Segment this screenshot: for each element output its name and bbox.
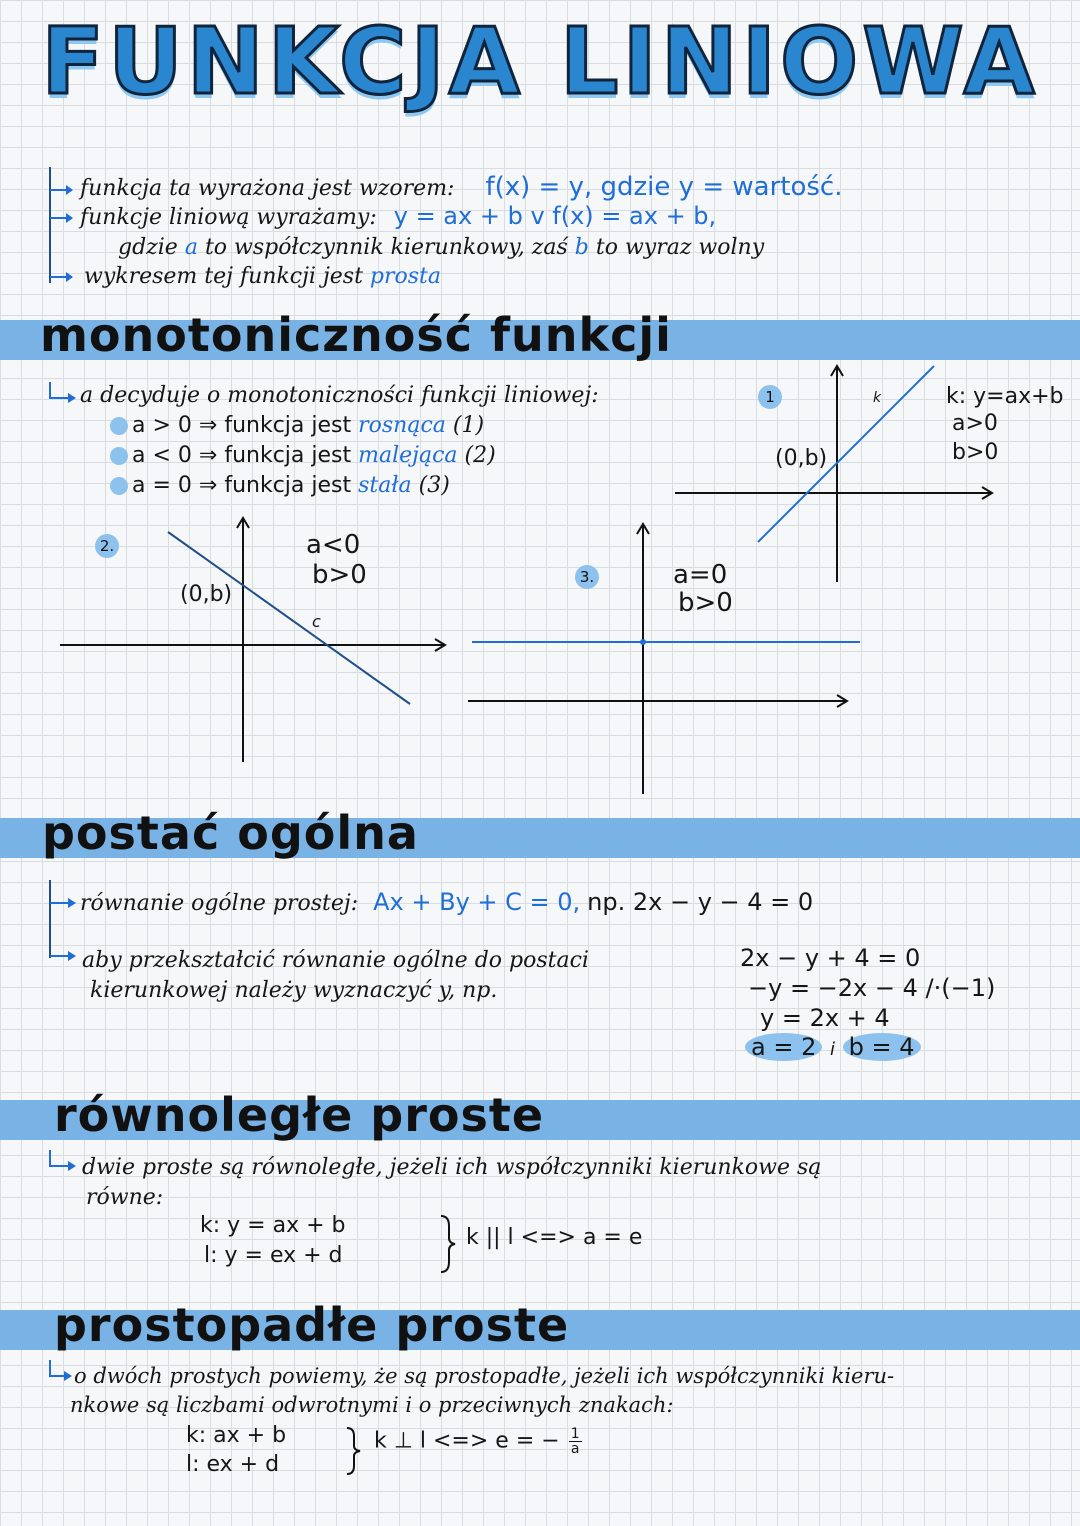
- graph-3-badge: 3.: [575, 565, 599, 589]
- intro-line-1: [80, 172, 842, 202]
- section-heading-perpendicular: prostopadłe proste: [54, 1298, 570, 1352]
- intro-line-3-post: to wyraz wolny: [595, 235, 765, 260]
- graph-1-point: (0,b): [775, 446, 828, 471]
- perpendicular-frac-num: 1: [570, 1426, 580, 1442]
- general-form-line-1-text: równanie ogólne prostej:: [80, 891, 359, 916]
- item-1-num: (1): [452, 413, 485, 438]
- graph-2-badge: 2.: [95, 534, 119, 558]
- intro-line-3-b: b: [574, 235, 589, 260]
- parallel-eq-2: l: y = ex + d: [204, 1243, 343, 1268]
- monotonicity-item-3: [110, 473, 450, 498]
- general-form-line-2a: aby przekształcić równanie ogólne do postaci: [82, 948, 589, 973]
- section-heading-parallel: równoległe proste: [54, 1088, 545, 1142]
- graph-2-cond-b: b>0: [312, 560, 367, 590]
- perpendicular-frac-den: a: [570, 1441, 580, 1457]
- intro-bracket: [44, 165, 84, 295]
- item-3-num: (3): [418, 473, 450, 498]
- intro-line-2: [80, 202, 716, 230]
- graph-1-cond-a: a>0: [952, 411, 998, 436]
- general-form-line-1-formula: Ax + By + C = 0,: [373, 888, 581, 916]
- perpendicular-eq-1: k: ax + b: [186, 1423, 287, 1448]
- graph-2: [55, 512, 455, 772]
- section-heading-general-form: postać ogólna: [42, 806, 419, 860]
- perpendicular-text-b: nkowe są liczbami odwrotnymi i o przeciwnych znakach:: [70, 1393, 674, 1417]
- intro-line-3-a: a: [184, 235, 198, 260]
- item-3-cond: a = 0 ⇒ funkcja jest: [132, 473, 352, 498]
- parallel-brace-icon: [438, 1214, 458, 1274]
- intro-line-2-formula: y = ax + b v f(x) = ax + b,: [393, 202, 717, 230]
- perpendicular-result: [374, 1427, 582, 1456]
- bullet-icon: [110, 417, 128, 435]
- perpendicular-brace-icon: [344, 1426, 364, 1476]
- general-form-line-1-example: np. 2x − y − 4 = 0: [587, 888, 814, 916]
- intro-line-4-word: prosta: [369, 264, 442, 289]
- item-3-word: stała: [358, 473, 412, 498]
- general-form-result-a: a = 2: [745, 1033, 822, 1061]
- general-form-step-2: −y = −2x − 4 /·(−1): [748, 974, 996, 1002]
- graph-2-line-label: c: [312, 612, 321, 631]
- intro-line-3-pre: gdzie: [118, 235, 178, 260]
- parallel-text-b: równe:: [86, 1185, 164, 1210]
- page-title: FUNKCJA LINIOWA: [41, 8, 1039, 115]
- parallel-result: k || l <=> a = e: [466, 1225, 643, 1250]
- graph-3: [460, 518, 880, 798]
- general-form-line-1: [80, 888, 813, 916]
- perpendicular-text-a: o dwóch prostych powiemy, że są prostopadłe, jeżeli ich współczynniki kieru-: [74, 1364, 895, 1388]
- intro-line-3-mid: to współczynnik kierunkowy, zaś: [204, 235, 568, 260]
- graph-2-line: [168, 532, 410, 704]
- item-1-word: rosnąca: [358, 413, 446, 438]
- intro-line-1-text: funkcja ta wyrażona jest wzorem:: [80, 176, 455, 201]
- item-2-num: (2): [464, 443, 496, 468]
- general-form-step-1: 2x − y + 4 = 0: [740, 944, 921, 972]
- general-form-line-2b: kierunkowej należy wyznaczyć y, np.: [90, 978, 498, 1003]
- general-form-result: [745, 1033, 921, 1061]
- item-1-cond: a > 0 ⇒ funkcja jest: [132, 413, 352, 438]
- graph-2-cond-a: a<0: [306, 530, 361, 560]
- item-2-word: malejąca: [358, 443, 458, 468]
- graph-1-badge: 1: [758, 385, 782, 409]
- graph-1-cond-b: b>0: [952, 440, 999, 465]
- monotonicity-item-1: [110, 413, 484, 438]
- perpendicular-eq-2: l: ex + d: [186, 1452, 280, 1477]
- graph-3-intercept: [640, 639, 646, 645]
- perpendicular-result-pre: k ⊥ l <=> e = −: [374, 1428, 560, 1454]
- intro-line-1-formula: f(x) = y, gdzie y = wartość.: [485, 172, 843, 202]
- general-form-result-i: i: [829, 1039, 835, 1060]
- graph-3-cond-b: b>0: [678, 588, 733, 618]
- bullet-icon: [110, 477, 128, 495]
- parallel-text-a: dwie proste są równoległe, jeżeli ich współczynniki kierunkowe są: [82, 1155, 822, 1180]
- item-2-cond: a < 0 ⇒ funkcja jest: [132, 443, 352, 468]
- general-form-result-b: b = 4: [843, 1033, 921, 1061]
- bullet-icon: [110, 447, 128, 465]
- parallel-eq-1: k: y = ax + b: [200, 1213, 346, 1238]
- section-heading-monotonicity: monotoniczność funkcji: [40, 308, 672, 362]
- monotonicity-intro: a decyduje o monotoniczności funkcji liniowej:: [80, 383, 599, 408]
- perpendicular-fraction: [569, 1427, 582, 1456]
- intro-line-4-text: wykresem tej funkcji jest: [84, 264, 363, 289]
- intro-line-4: [84, 264, 441, 289]
- graph-1-eq: k: y=ax+b: [946, 384, 1064, 409]
- graph-2-point: (0,b): [180, 582, 233, 607]
- intro-line-3: [118, 235, 764, 260]
- intro-line-2-text: funkcje liniową wyrażamy:: [80, 205, 377, 230]
- general-form-step-3: y = 2x + 4: [760, 1004, 890, 1032]
- graph-3-cond-a: a=0: [673, 560, 728, 590]
- graph-1-line-label: k: [873, 390, 882, 406]
- monotonicity-item-2: [110, 443, 496, 468]
